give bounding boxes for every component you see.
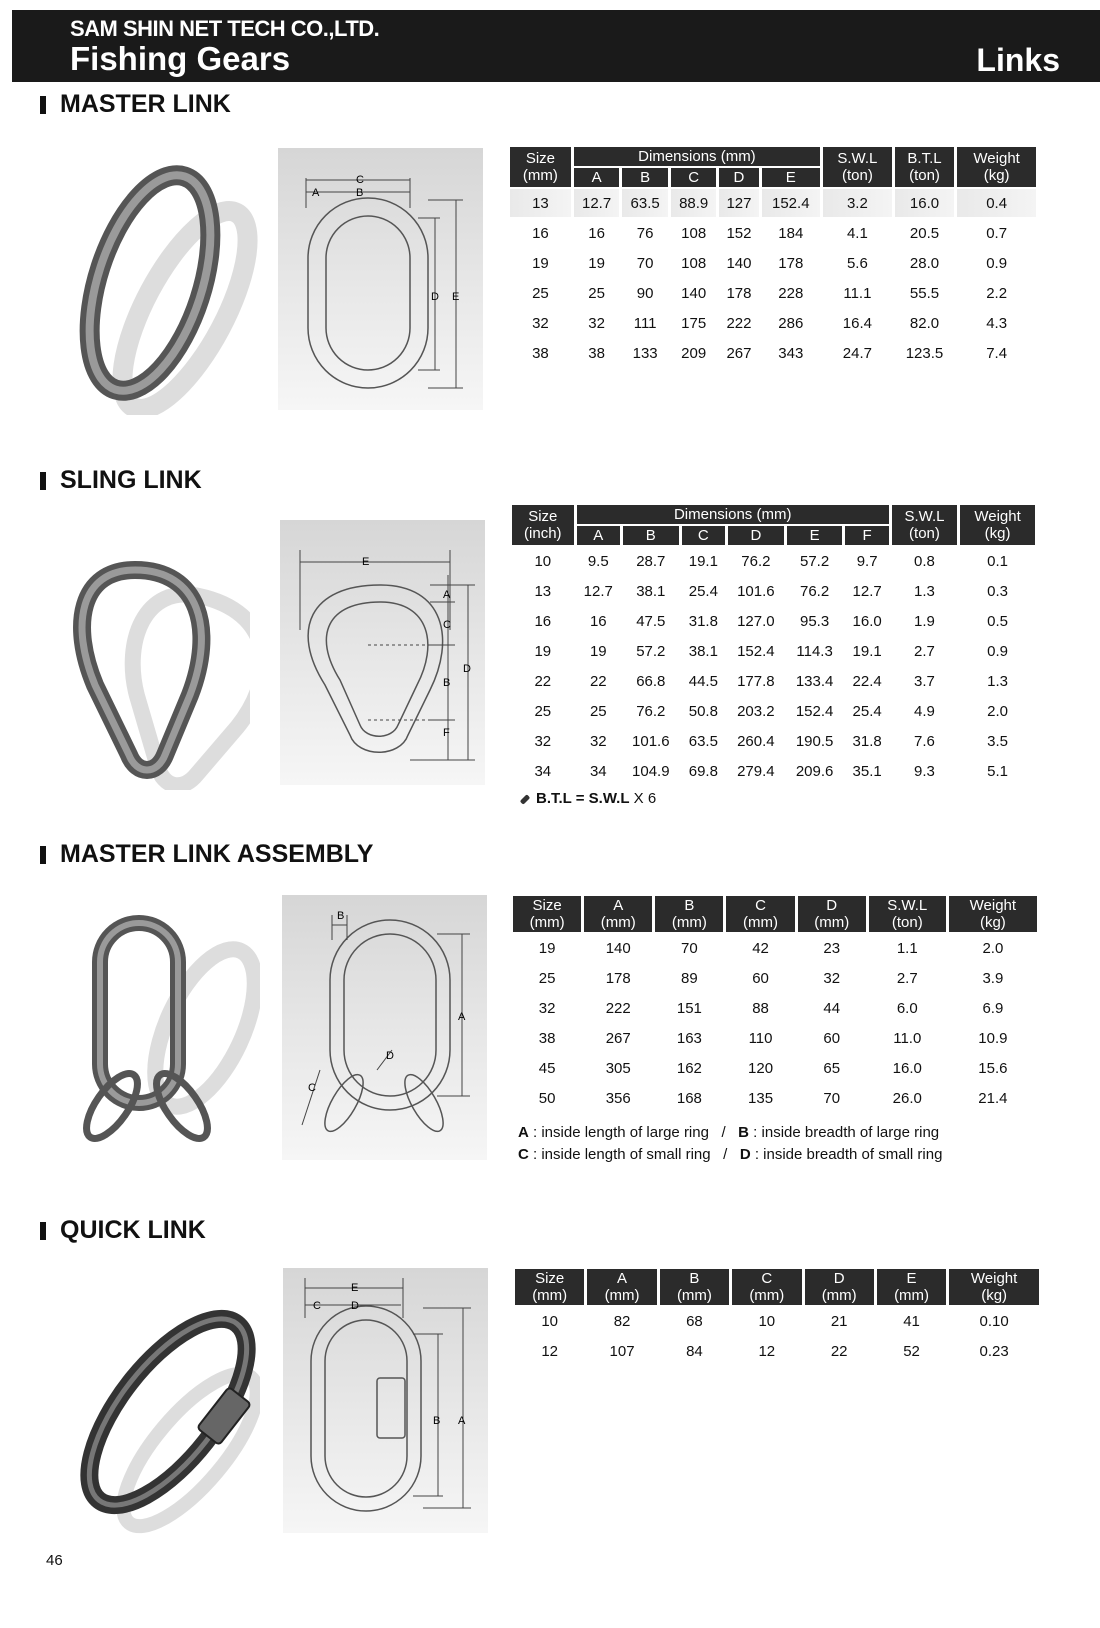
table-cell: 2.7 (896, 969, 918, 987)
table-row (512, 577, 1035, 605)
table-cell: 16.0 (852, 612, 882, 630)
table-row (510, 249, 1036, 277)
col-header-swl: S.W.L (ton) (823, 147, 892, 187)
section-title-text: MASTER LINK (60, 90, 231, 118)
table-cell: 305 (605, 1059, 631, 1077)
table-cell: 9.7 (856, 552, 878, 570)
table-cell: 152.4 (762, 189, 821, 217)
table-cell: 152.4 (795, 702, 834, 720)
table-cell: 20.5 (909, 224, 940, 242)
table-cell: 10.9 (978, 1029, 1008, 1047)
table-row (513, 934, 1037, 962)
table-cell: 260.4 (737, 732, 775, 750)
dim-label-d: D (351, 1300, 359, 1312)
table-cell: 32 (823, 969, 841, 987)
table-cell: 16.4 (842, 314, 872, 332)
table-cell: 25.4 (852, 702, 882, 720)
table-cell: 7.4 (986, 344, 1008, 362)
table-cell: 32 (532, 314, 549, 332)
catalog-title: Fishing Gears (70, 40, 291, 77)
sling-link-spec-table (509, 503, 1038, 787)
table-cell: 140 (605, 939, 631, 957)
col-header: Weight (kg) (949, 896, 1037, 932)
table-cell: 42 (752, 939, 769, 957)
table-cell: 70 (681, 939, 698, 957)
table-cell: 32 (534, 732, 552, 750)
table-cell: 76 (636, 224, 654, 242)
table-cell: 76.2 (741, 552, 771, 570)
col-header-dimensions: Dimensions (mm) (574, 147, 820, 166)
table-cell: 10 (758, 1312, 776, 1330)
table-cell: 127 (719, 189, 758, 217)
table-cell: 25 (589, 702, 607, 720)
table-cell: 24.7 (842, 344, 872, 362)
table-cell: 133.4 (795, 672, 834, 690)
table-cell: 343 (778, 344, 804, 362)
table-cell: 16.0 (892, 1059, 922, 1077)
table-cell: 76.2 (636, 702, 666, 720)
table-cell: 4.3 (986, 314, 1008, 332)
table-row (512, 697, 1035, 725)
table-cell: 19.1 (852, 642, 882, 660)
col-header-e: E (787, 526, 843, 545)
table-cell: 7.6 (914, 732, 935, 750)
table-cell: 178 (726, 284, 752, 302)
table-cell: 2.7 (914, 642, 935, 660)
dim-label-d: D (386, 1050, 394, 1062)
table-cell: 19.1 (688, 552, 718, 570)
table-cell: 38 (588, 344, 605, 362)
table-cell: 110 (748, 1029, 773, 1047)
table-cell: 1.3 (914, 582, 935, 600)
section-marker (40, 96, 46, 114)
quick-link-diagram (283, 1268, 488, 1533)
page-number: 46 (46, 1552, 63, 1569)
category-title: Links (976, 42, 1060, 78)
master-link-assembly-diagram (282, 895, 487, 1160)
table-cell: 28.7 (636, 552, 666, 570)
table-cell: 13 (534, 582, 552, 600)
dim-label-c: C (356, 174, 364, 186)
table-cell: 31.8 (688, 612, 718, 630)
table-cell: 88 (752, 999, 769, 1017)
dim-label-b: B (443, 677, 451, 689)
dim-label-b: B (337, 910, 345, 922)
table-cell: 0.5 (987, 612, 1008, 630)
table-cell: 279.4 (737, 762, 775, 780)
table-cell: 13 (510, 189, 571, 217)
table-cell: 57.2 (636, 642, 666, 660)
table-cell: 34 (534, 762, 552, 780)
table-cell: 107 (609, 1342, 635, 1360)
table-cell: 32 (538, 999, 556, 1017)
table-cell: 203.2 (737, 702, 775, 720)
col-header-b: B (622, 168, 668, 187)
col-header-swl: S.W.L (ton) (892, 505, 957, 545)
table-cell: 190.5 (795, 732, 834, 750)
table-cell: 140 (726, 254, 752, 272)
table-cell: 52 (903, 1342, 920, 1360)
table-cell: 90 (636, 284, 654, 302)
table-cell: 25 (588, 284, 605, 302)
table-cell: 89 (681, 969, 698, 987)
table-row (510, 189, 1036, 217)
table-cell: 25 (532, 284, 549, 302)
table-cell: 177.8 (737, 672, 775, 690)
table-cell: 123.5 (905, 344, 944, 362)
col-header-weight: Weight (kg) (957, 147, 1036, 187)
col-header-size: Size (mm) (510, 147, 571, 187)
table-cell: 6.0 (896, 999, 918, 1017)
table-cell: 38.1 (636, 582, 666, 600)
section-marker (40, 846, 46, 864)
table-row (510, 219, 1036, 247)
table-cell: 209 (681, 344, 707, 362)
col-header: D (mm) (805, 1269, 874, 1305)
col-header: C (mm) (732, 1269, 801, 1305)
table-cell: 175 (681, 314, 707, 332)
table-cell: 3.7 (914, 672, 935, 690)
table-cell: 5.6 (846, 254, 868, 272)
col-header: Weight (kg) (949, 1269, 1039, 1305)
table-cell: 356 (605, 1089, 631, 1107)
table-cell: 162 (676, 1059, 702, 1077)
table-cell: 12.7 (852, 582, 882, 600)
table-cell: 19 (532, 254, 549, 272)
table-cell: 16 (589, 612, 607, 630)
table-row (515, 1337, 1039, 1365)
table-cell: 26.0 (892, 1089, 922, 1107)
section-title-text: MASTER LINK ASSEMBLY (60, 840, 374, 868)
table-cell: 57.2 (799, 552, 830, 570)
master-link-spec-table (507, 145, 1039, 369)
col-header-e: E (762, 168, 821, 187)
table-cell: 184 (778, 224, 804, 242)
table-cell: 38.1 (688, 642, 718, 660)
col-header: Size (mm) (515, 1269, 584, 1305)
table-cell: 135 (748, 1089, 774, 1107)
table-cell: 152 (726, 224, 752, 242)
table-cell: 44.5 (688, 672, 718, 690)
table-cell: 38 (532, 344, 549, 362)
table-cell: 178 (778, 254, 804, 272)
table-cell: 16 (588, 224, 605, 242)
table-cell: 25.4 (688, 582, 718, 600)
section-title-text: SLING LINK (60, 466, 202, 494)
table-cell: 114.3 (796, 642, 833, 660)
table-cell: 82 (613, 1312, 631, 1330)
section-title-master-link (40, 90, 231, 119)
master-link-assembly-photo (70, 908, 260, 1153)
table-cell: 32 (589, 732, 607, 750)
table-row (513, 1054, 1037, 1082)
table-cell: 4.1 (846, 224, 868, 242)
sling-link-photo (65, 555, 250, 790)
table-cell: 286 (778, 314, 804, 332)
table-row (510, 339, 1036, 367)
table-cell: 19 (588, 254, 605, 272)
table-row (512, 727, 1035, 755)
col-header: A (mm) (584, 896, 652, 932)
table-cell: 63.5 (688, 732, 718, 750)
table-cell: 12 (541, 1342, 559, 1360)
table-cell: 50 (538, 1089, 556, 1107)
table-cell: 0.3 (987, 582, 1008, 600)
table-cell: 35.1 (852, 762, 882, 780)
company-name: SAM SHIN NET TECH CO.,LTD. (70, 16, 380, 41)
col-header-f: F (845, 526, 888, 545)
dim-label-d: D (463, 663, 471, 675)
table-cell: 12.7 (583, 582, 613, 600)
dim-label-a: A (458, 1415, 466, 1427)
table-cell: 19 (534, 642, 552, 660)
table-cell: 95.3 (799, 612, 830, 630)
table-cell: 9.3 (914, 762, 935, 780)
table-cell: 70 (636, 254, 654, 272)
table-cell: 127.0 (737, 612, 775, 630)
table-cell: 1.1 (896, 939, 918, 957)
col-header-d: D (719, 168, 758, 187)
table-cell: 23 (823, 939, 841, 957)
col-header-btl: B.T.L (ton) (895, 147, 955, 187)
table-cell: 168 (676, 1089, 702, 1107)
table-cell: 60 (752, 969, 769, 987)
table-cell: 22.4 (852, 672, 882, 690)
table-cell: 68 (686, 1312, 703, 1330)
master-link-diagram (278, 148, 483, 410)
table-cell: 0.4 (957, 189, 1036, 217)
table-cell: 10 (541, 1312, 559, 1330)
dim-label-a: A (443, 589, 451, 601)
table-cell: 0.9 (986, 254, 1008, 272)
table-row (513, 994, 1037, 1022)
table-cell: 84 (686, 1342, 703, 1360)
table-cell: 5.1 (987, 762, 1008, 780)
table-row (513, 1024, 1037, 1052)
table-cell: 82.0 (909, 314, 940, 332)
table-cell: 0.1 (987, 552, 1008, 570)
btl-note (520, 790, 656, 807)
table-cell: 19 (538, 939, 556, 957)
table-cell: 222 (726, 314, 752, 332)
table-cell: 70 (823, 1089, 841, 1107)
dim-label-c: C (443, 619, 451, 631)
table-cell: 133 (632, 344, 658, 362)
table-cell: 55.5 (909, 284, 940, 302)
assembly-legend (518, 1122, 942, 1166)
table-cell: 31.8 (852, 732, 882, 750)
dim-label-e: E (362, 556, 370, 568)
table-cell: 41 (903, 1312, 920, 1330)
table-cell: 25 (534, 702, 552, 720)
table-cell: 34 (589, 762, 607, 780)
table-row (512, 757, 1035, 785)
table-cell: 12.7 (574, 189, 620, 217)
table-cell: 151 (676, 999, 702, 1017)
table-cell: 44 (823, 999, 841, 1017)
table-cell: 22 (534, 672, 552, 690)
table-cell: 21.4 (978, 1089, 1008, 1107)
table-cell: 3.2 (823, 189, 892, 217)
table-cell: 163 (676, 1029, 702, 1047)
table-cell: 11.1 (843, 284, 872, 302)
table-cell: 69.8 (688, 762, 718, 780)
table-cell: 228 (778, 284, 804, 302)
section-title-master-link-assembly (40, 840, 373, 869)
col-header-a: A (577, 526, 620, 545)
table-cell: 22 (830, 1342, 848, 1360)
table-row (512, 667, 1035, 695)
table-cell: 108 (681, 224, 707, 242)
table-cell: 63.5 (622, 189, 668, 217)
col-header-b: B (623, 526, 679, 545)
table-cell: 88.9 (671, 189, 717, 217)
col-header-size: Size (inch) (512, 505, 574, 545)
table-cell: 267 (726, 344, 752, 362)
col-header: C (mm) (726, 896, 794, 932)
col-header: Size (mm) (513, 896, 581, 932)
table-cell: 0.10 (979, 1312, 1009, 1330)
col-header-dimensions: Dimensions (mm) (577, 505, 889, 524)
table-cell: 50.8 (688, 702, 718, 720)
table-cell: 209.6 (795, 762, 834, 780)
col-header: S.W.L (ton) (869, 896, 946, 932)
col-header-c: C (671, 168, 717, 187)
table-row (512, 547, 1035, 575)
table-cell: 140 (681, 284, 707, 302)
col-header-weight: Weight (kg) (960, 505, 1035, 545)
col-header: A (mm) (587, 1269, 656, 1305)
table-row (515, 1307, 1039, 1335)
table-cell: 222 (605, 999, 631, 1017)
table-row (510, 309, 1036, 337)
table-cell: 66.8 (636, 672, 666, 690)
col-header: B (mm) (655, 896, 723, 932)
table-cell: 4.9 (914, 702, 935, 720)
master-link-photo (60, 165, 260, 415)
table-cell: 45 (538, 1059, 556, 1077)
table-cell: 12 (758, 1342, 776, 1360)
col-header-a: A (574, 168, 620, 187)
dim-label-b: B (356, 187, 364, 199)
dim-label-e: E (452, 291, 460, 303)
btl-formula: B.T.L = S.W.L (536, 790, 630, 807)
table-cell: 111 (633, 314, 657, 332)
section-title-sling-link (40, 466, 202, 495)
table-cell: 19 (589, 642, 607, 660)
pencil-icon (520, 794, 531, 805)
table-cell: 101.6 (632, 732, 670, 750)
table-row (512, 637, 1035, 665)
table-cell: 25 (538, 969, 556, 987)
table-cell: 22 (589, 672, 607, 690)
master-link-assembly-spec-table (510, 894, 1040, 1114)
table-cell: 32 (588, 314, 605, 332)
col-header: B (mm) (660, 1269, 729, 1305)
table-cell: 3.5 (987, 732, 1008, 750)
table-cell: 10 (534, 552, 552, 570)
table-cell: 21 (830, 1312, 848, 1330)
col-header-c: C (682, 526, 725, 545)
section-title-text: QUICK LINK (60, 1216, 206, 1244)
page-header (12, 10, 1100, 82)
table-cell: 65 (823, 1059, 841, 1077)
table-row (510, 279, 1036, 307)
table-cell: 0.7 (986, 224, 1008, 242)
table-cell: 152.4 (737, 642, 775, 660)
dim-label-f: F (443, 727, 450, 739)
table-cell: 38 (538, 1029, 556, 1047)
dim-label-b: B (433, 1415, 441, 1427)
table-cell: 16 (532, 224, 549, 242)
table-cell: 0.23 (979, 1342, 1009, 1360)
table-cell: 0.8 (914, 552, 935, 570)
col-header: D (mm) (798, 896, 866, 932)
table-cell: 178 (605, 969, 631, 987)
table-cell: 28.0 (909, 254, 940, 272)
table-cell: 15.6 (978, 1059, 1008, 1077)
table-cell: 76.2 (799, 582, 830, 600)
dim-label-d: D (431, 291, 439, 303)
quick-link-photo (60, 1300, 260, 1545)
table-cell: 6.9 (982, 999, 1004, 1017)
legend-line-1: A : inside length of large ring / B : inside breadth of large ring (518, 1124, 940, 1141)
col-header-d: D (728, 526, 784, 545)
table-cell: 47.5 (636, 612, 666, 630)
table-cell: 1.9 (914, 612, 935, 630)
table-cell: 3.9 (982, 969, 1004, 987)
legend-line-2: C : inside length of small ring / D : inside breadth of small ring (518, 1146, 943, 1163)
section-title-quick-link (40, 1216, 206, 1245)
table-cell: 2.0 (982, 939, 1004, 957)
section-marker (40, 472, 46, 490)
table-cell: 108 (681, 254, 707, 272)
dim-label-a: A (458, 1011, 466, 1023)
table-cell: 120 (748, 1059, 774, 1077)
table-cell: 104.9 (632, 762, 670, 780)
table-row (513, 1084, 1037, 1112)
table-cell: 9.5 (587, 552, 609, 570)
sling-link-diagram (280, 520, 485, 785)
table-cell: 2.2 (986, 284, 1008, 302)
table-cell: 267 (605, 1029, 631, 1047)
table-cell: 1.3 (987, 672, 1008, 690)
table-cell: 11.0 (893, 1029, 922, 1047)
table-cell: 2.0 (987, 702, 1008, 720)
dim-label-a: A (312, 187, 320, 199)
dim-label-c: C (308, 1082, 316, 1094)
table-cell: 60 (823, 1029, 841, 1047)
col-header: E (mm) (877, 1269, 946, 1305)
btl-multiplier: X 6 (629, 790, 657, 807)
quick-link-spec-table (512, 1267, 1042, 1367)
table-cell: 101.6 (737, 582, 775, 600)
section-marker (40, 1222, 46, 1240)
table-cell: 16 (534, 612, 552, 630)
dim-label-e: E (351, 1282, 359, 1294)
table-row (513, 964, 1037, 992)
table-row (512, 607, 1035, 635)
dim-label-c: C (313, 1300, 321, 1312)
table-cell: 0.9 (987, 642, 1008, 660)
table-cell: 16.0 (895, 189, 955, 217)
